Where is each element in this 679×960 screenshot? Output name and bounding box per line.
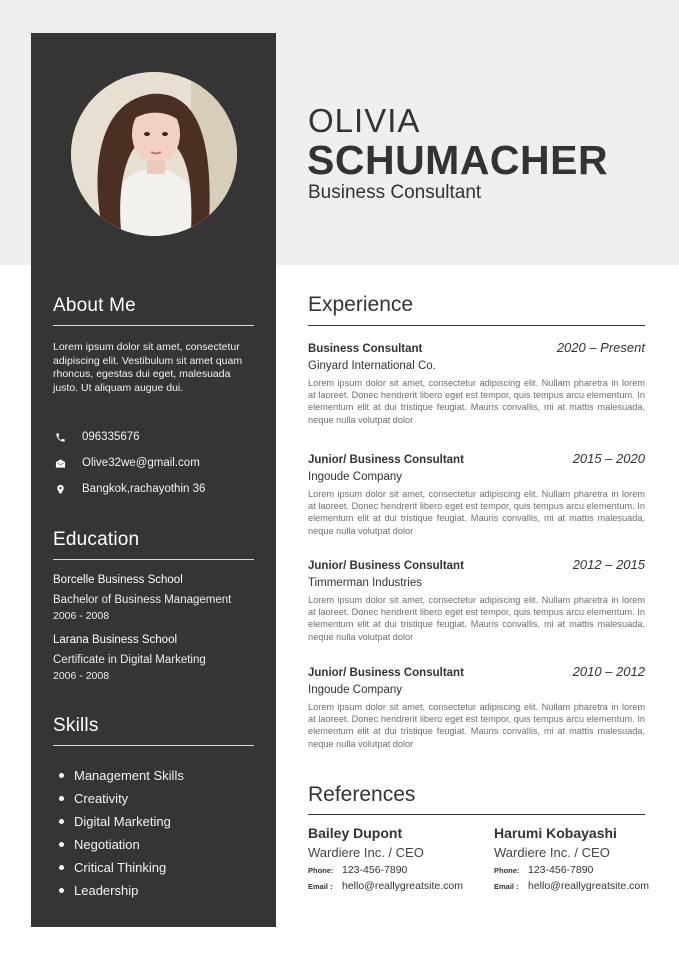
job-dates: 2020 – Present (556, 340, 645, 355)
reference-name: Harumi Kobayashi (494, 825, 617, 841)
skill-label: Negotiation (74, 837, 140, 852)
sidebar (31, 33, 276, 927)
email-label: Email : (494, 882, 519, 891)
profile-photo (71, 72, 237, 236)
contact-email (53, 455, 200, 471)
contact-phone (53, 429, 140, 445)
skills-heading: Skills (53, 715, 99, 736)
job-description: Lorem ipsum dolor sit amet, consectetur adipiscing elit. Nullam pharetra in lorem at laoreet. Donec hendrerit libero eget est tempor, quis tempus arcu elementum. In elementum elit at dui tristique feugiat. Mauris convallis, mi at mattis malesuada, neque nulla volutpat dolor (308, 489, 645, 536)
about-heading: About Me (53, 295, 136, 316)
skill-item (53, 879, 184, 902)
education-years: 2006 - 2008 (53, 670, 110, 682)
contact-address (53, 481, 205, 497)
job-company: Ginyard International Co. (308, 360, 436, 372)
bullet-icon (59, 888, 64, 893)
last-name: SCHUMACHER (307, 137, 609, 183)
skill-item (53, 787, 184, 810)
job-title: Business Consultant (308, 182, 482, 203)
job-role: Business Consultant (308, 343, 423, 355)
bullet-icon (59, 842, 64, 847)
experience-entry (308, 557, 645, 643)
reference-org: Wardiere Inc. / CEO (308, 845, 424, 860)
job-dates: 2012 – 2015 (572, 557, 645, 572)
about-divider (53, 325, 254, 326)
job-company: Ingoude Company (308, 471, 402, 483)
phone-icon (53, 430, 67, 444)
email-label: Email : (308, 882, 333, 891)
reference-email: hello@reallygreatsite.com (528, 880, 649, 892)
education-years: 2006 - 2008 (53, 610, 110, 622)
bullet-icon (59, 865, 64, 870)
phone-label: Phone: (494, 866, 520, 875)
skill-item (53, 810, 184, 833)
reference-phone: 123-456-7890 (342, 864, 408, 876)
education-degree: Certificate in Digital Marketing (53, 654, 206, 666)
reference-name: Bailey Dupont (308, 825, 403, 841)
job-description: Lorem ipsum dolor sit amet, consectetur adipiscing elit. Nullam pharetra in lorem at laoreet. Donec hendrerit libero eget est tempor, quis tempus arcu elementum. In elementum elit at dui tristique feugiat. Mauris convallis, mi at mattis malesuada, neque nulla volutpat dolor (308, 378, 645, 425)
education-heading: Education (53, 529, 140, 550)
skill-item (53, 764, 184, 787)
skill-item (53, 833, 184, 856)
reference-phone: 123-456-7890 (528, 864, 594, 876)
bullet-icon (59, 819, 64, 824)
education-divider (53, 559, 254, 560)
education-degree: Bachelor of Business Management (53, 594, 232, 606)
skills-divider (53, 745, 254, 746)
job-dates: 2015 – 2020 (572, 451, 645, 466)
first-name: OLIVIA (308, 102, 421, 139)
profile-photo-illustration (71, 72, 237, 236)
skill-label: Digital Marketing (74, 814, 171, 829)
envelope-icon (53, 456, 67, 470)
bullet-icon (59, 773, 64, 778)
experience-entry (308, 664, 645, 750)
education-school: Larana Business School (53, 634, 178, 646)
reference-card (308, 825, 463, 892)
job-company: Ingoude Company (308, 684, 402, 696)
address-text: Bangkok,rachayothin 36 (82, 483, 206, 495)
job-company: Timmerman Industries (308, 577, 422, 589)
experience-heading: Experience (308, 293, 414, 316)
references-divider (308, 814, 645, 815)
experience-entry (308, 451, 645, 537)
references-heading: References (308, 783, 416, 806)
job-role: Junior/ Business Consultant (308, 667, 464, 679)
email-text: Olive32we@gmail.com (82, 457, 200, 469)
experience-divider (308, 325, 645, 326)
skills-list (53, 764, 184, 902)
location-pin-icon (53, 482, 67, 496)
education-school: Borcelle Business School (53, 574, 183, 586)
reference-card (494, 825, 649, 892)
job-role: Junior/ Business Consultant (308, 454, 464, 466)
skill-label: Critical Thinking (74, 860, 167, 875)
phone-label: Phone: (308, 866, 334, 875)
skill-item (53, 856, 184, 879)
about-text: Lorem ipsum dolor sit amet, consectetur adipiscing elit. Vestibulum sit amet quam rhoncus, egestas dui eget, malesuada justo. Ut aliquam augue dui. (53, 341, 243, 394)
skill-label: Creativity (74, 791, 129, 806)
phone-text: 096335676 (82, 431, 140, 443)
job-role: Junior/ Business Consultant (308, 560, 464, 572)
job-description: Lorem ipsum dolor sit amet, consectetur adipiscing elit. Nullam pharetra in lorem at laoreet. Donec hendrerit libero eget est tempor, quis tempus arcu elementum. In elementum elit at dui tristique feugiat. Mauris convallis, mi at mattis malesuada, neque nulla volutpat dolor (308, 595, 645, 642)
reference-org: Wardiere Inc. / CEO (494, 845, 610, 860)
job-dates: 2010 – 2012 (572, 664, 645, 679)
bullet-icon (59, 796, 64, 801)
job-description: Lorem ipsum dolor sit amet, consectetur adipiscing elit. Nullam pharetra in lorem at laoreet. Donec hendrerit libero eget est tempor, quis tempus arcu elementum. In elementum elit at dui tristique feugiat. Mauris convallis, mi at mattis malesuada, neque nulla volutpat dolor (308, 702, 645, 749)
skill-label: Leadership (74, 883, 139, 898)
reference-email: hello@reallygreatsite.com (342, 880, 463, 892)
experience-entry (308, 340, 645, 426)
skill-label: Management Skills (74, 768, 184, 783)
